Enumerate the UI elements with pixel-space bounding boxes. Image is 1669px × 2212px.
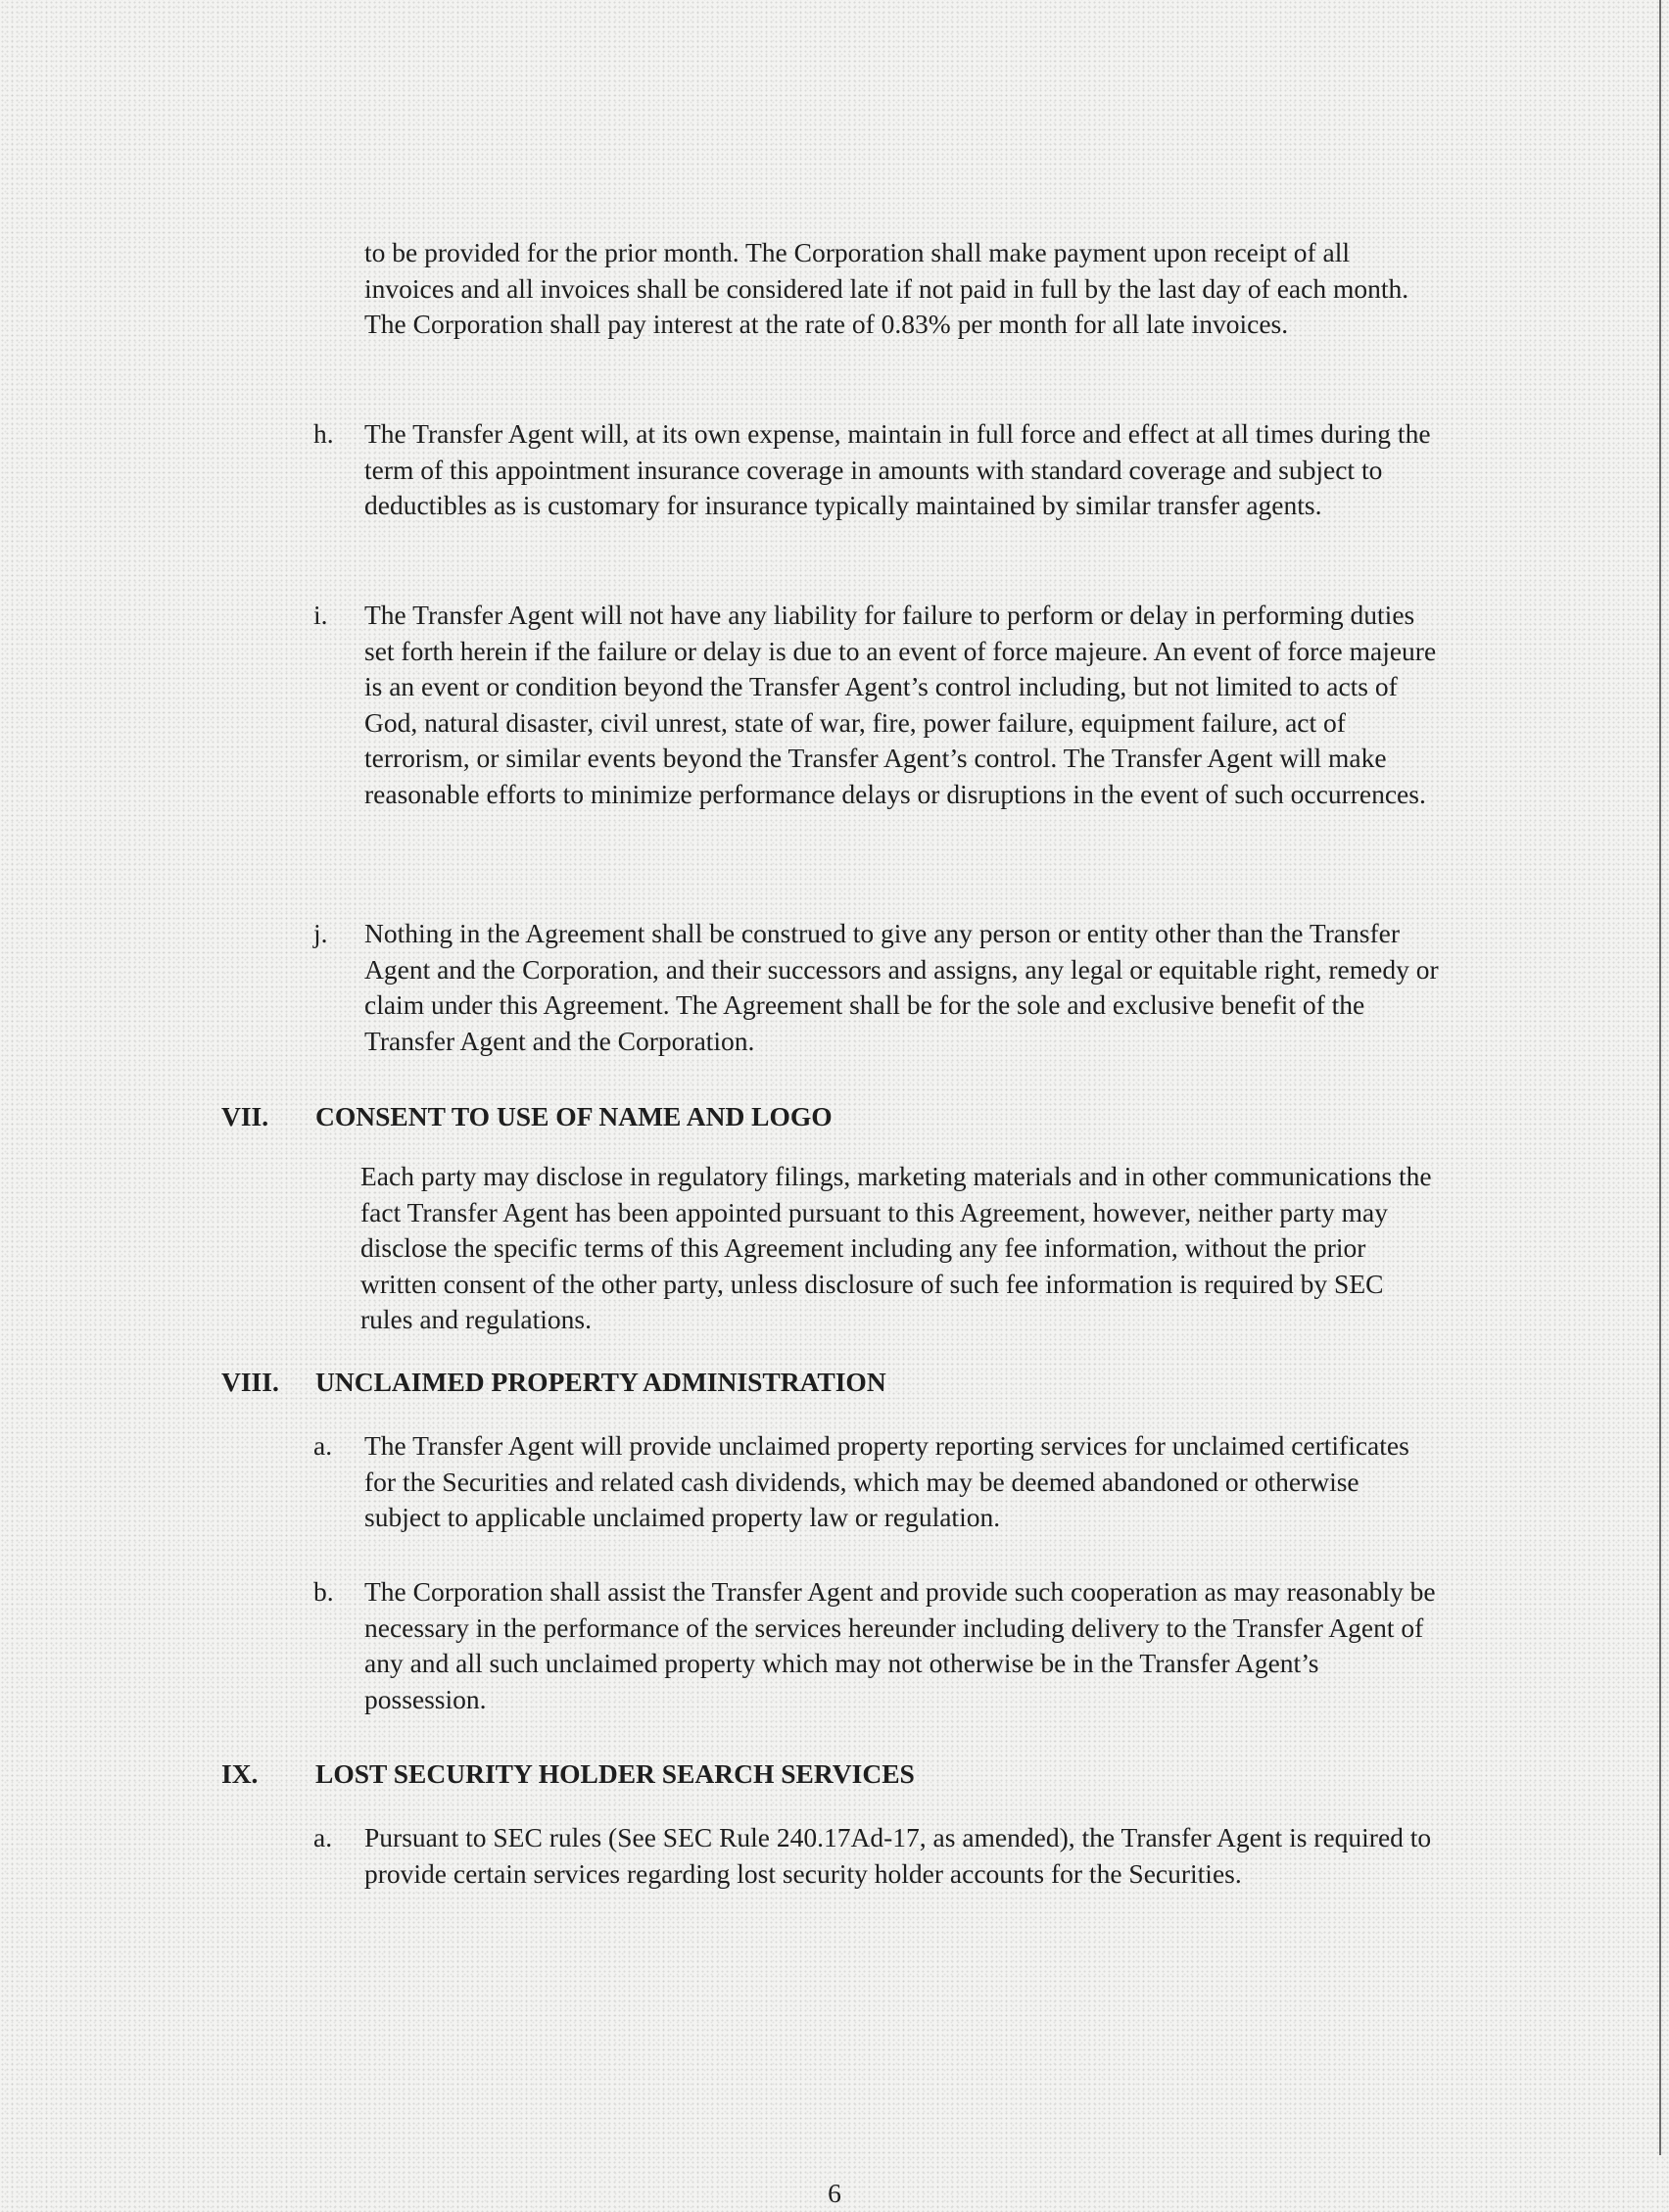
list-item-text: Pursuant to SEC rules (See SEC Rule 240.17Ad-17, as amended), the Transfer Agent is required to provide certain services regarding lost security holder accounts for the Securities. xyxy=(364,1822,1432,1889)
list-item-text: The Transfer Agent will provide unclaimed property reporting services for unclaimed certificates for the Securities and related cash dividends, which may be deemed abandoned or otherwise subject to applicable unclaimed property law or regulation. xyxy=(364,1430,1409,1532)
section-number: VII. xyxy=(221,1101,269,1131)
section-number: IX. xyxy=(221,1758,259,1789)
section-title: CONSENT TO USE OF NAME AND LOGO xyxy=(315,1101,833,1131)
continuation-paragraph: to be provided for the prior month. The Corporation shall make payment upon receipt of all invoices and all invoices shall be considered late if not paid in full by the last day of each month. The Corporation shall pay interest at the rate of 0.83% per month for all late invoices. xyxy=(364,237,1409,339)
section-title: UNCLAIMED PROPERTY ADMINISTRATION xyxy=(315,1367,886,1397)
list-marker: b. xyxy=(313,1576,334,1607)
document-page xyxy=(0,235,1669,2208)
section-vii-body: Each party may disclose in regulatory filings, marketing materials and in other communications the fact Transfer Agent has been appointed pursuant to this Agreement, however, neither party may disclose the specific terms of this Agreement including any fee information, without the prior written consent of the other party, unless disclosure of such fee information is required by SEC rules and regulations. xyxy=(360,1161,1432,1334)
list-marker: h. xyxy=(313,418,334,449)
page-number: 6 xyxy=(828,2178,841,2208)
section-number: VIII. xyxy=(221,1367,279,1397)
list-item-text: The Corporation shall assist the Transfer Agent and provide such cooperation as may reasonably be necessary in the performance of the services hereunder including delivery to the Transfer Agent of any and all such unclaimed property which may not otherwise be in the Transfer Agent’s possession. xyxy=(364,1576,1436,1714)
section-title: LOST SECURITY HOLDER SEARCH SERVICES xyxy=(315,1758,915,1789)
list-item-text: The Transfer Agent will, at its own expense, maintain in full force and effect at all times during the term of this appointment insurance coverage in amounts with standard coverage and subject to deductibles as is customary for insurance typically maintained by similar transfer agents. xyxy=(364,418,1431,520)
list-marker: j. xyxy=(313,918,328,948)
list-marker: i. xyxy=(313,600,328,630)
list-item-text: Nothing in the Agreement shall be construed to give any person or entity other than the Transfer Agent and the Corporation, and their successors and assigns, any legal or equitable right, remedy or claim under this Agreement. The Agreement shall be for the sole and exclusive benefit of the Transfer Agent and the Corporation. xyxy=(364,918,1439,1056)
list-marker: a. xyxy=(313,1430,333,1461)
list-marker: a. xyxy=(313,1822,333,1852)
list-item-text: The Transfer Agent will not have any liability for failure to perform or delay in performing duties set forth herein if the failure or delay is due to an event of force majeure. An event of force majeure is an event or condition beyond the Transfer Agent’s control including, but not limited to acts of God, natural disaster, civil unrest, state of war, fire, power failure, equipment failure, act of terrorism, or similar events beyond the Transfer Agent’s control. The Transfer Agent will make reasonable efforts to minimize performance delays or disruptions in the event of such occurrences. xyxy=(364,600,1437,809)
